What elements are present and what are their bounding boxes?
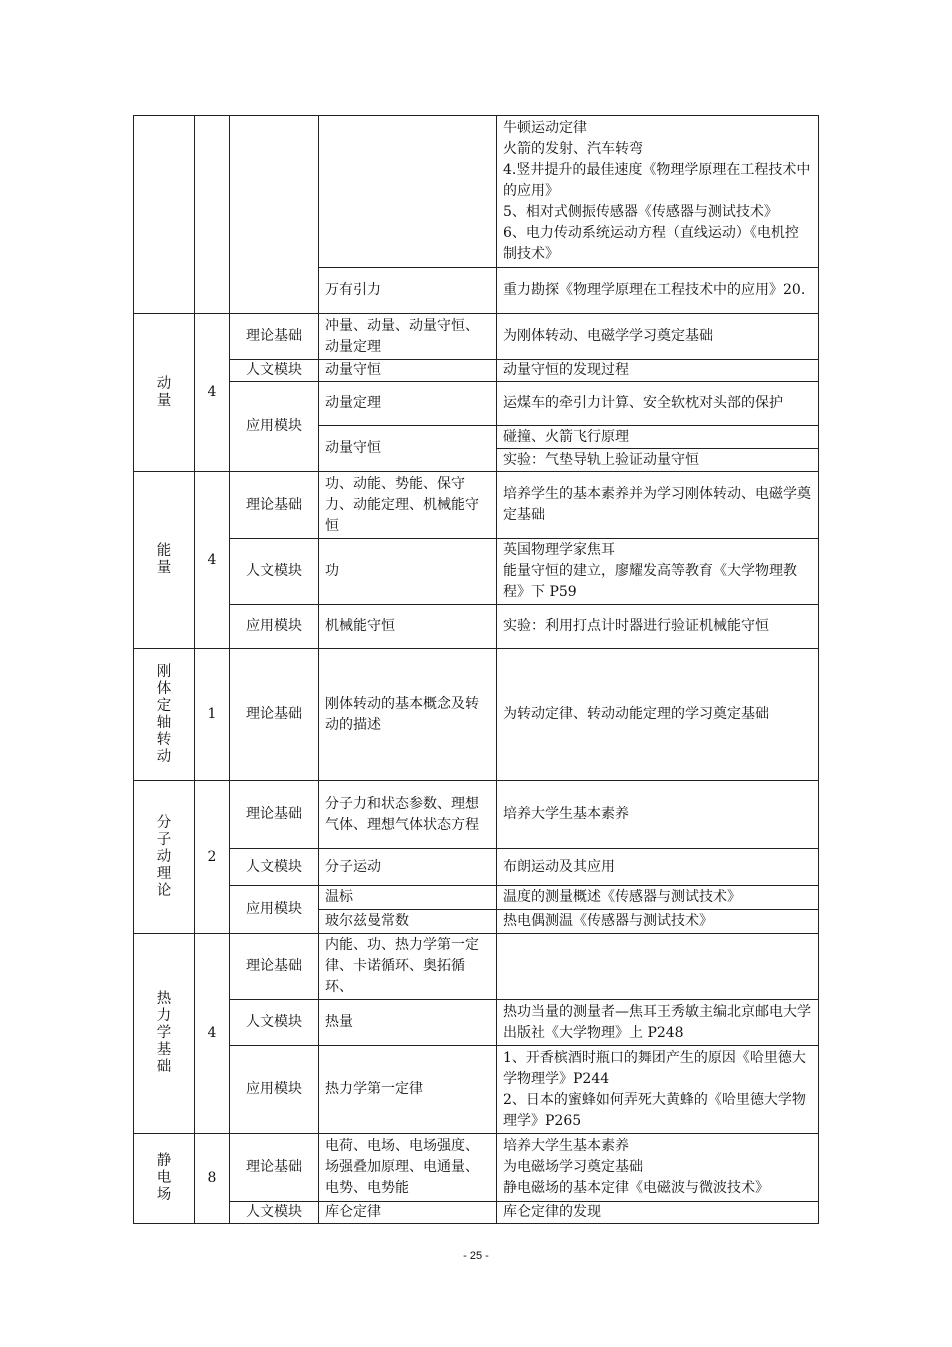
chapter-cell: [134, 649, 195, 781]
chapter-title: 能量: [156, 543, 172, 576]
topic-cell: 动量守恒: [319, 426, 497, 472]
content-cell: [497, 934, 819, 1000]
topic-cell: 刚体转动的基本概念及转动的描述: [319, 649, 497, 781]
module-cell: 理论基础: [230, 934, 319, 1000]
chapter-cell: [134, 472, 195, 649]
module-cell: 人文模块: [230, 849, 319, 886]
module-cell: 人文模块: [230, 1202, 319, 1224]
topic-cell: [319, 116, 497, 268]
table-row: [134, 934, 819, 1000]
topic-cell: 内能、功、热力学第一定律、卡诺循环、奥拓循环、: [319, 934, 497, 1000]
content-cell: 为转动定律、转动动能定理的学习奠定基础: [497, 649, 819, 781]
chapter-title: 静电场: [156, 1153, 172, 1203]
module-cell: 理论基础: [230, 472, 319, 539]
table-row: [134, 781, 819, 849]
table-row: [134, 1000, 819, 1046]
module-cell: 理论基础: [230, 314, 319, 360]
content-cell: 1、开香槟酒时瓶口的舞团产生的原因《哈里德大学物理学》P244 2、日本的蜜蜂如何弄死大黄蜂的《哈里德大学物理学》P265: [497, 1046, 819, 1134]
content-cell: 布朗运动及其应用: [497, 849, 819, 886]
topic-cell: 冲量、动量、动量守恒、动量定理: [319, 314, 497, 360]
table-row: [134, 539, 819, 605]
hours-cell: 4: [195, 314, 230, 472]
topic-cell: 机械能守恒: [319, 605, 497, 649]
table-row: [134, 360, 819, 382]
hours-cell: [195, 116, 230, 314]
table-row: [134, 1202, 819, 1224]
topic-cell: 分子运动: [319, 849, 497, 886]
table-row: [134, 382, 819, 426]
module-cell: 理论基础: [230, 649, 319, 781]
module-cell: 人文模块: [230, 360, 319, 382]
content-cell: 培养大学生基本素养 为电磁场学习奠定基础 静电磁场的基本定律《电磁波与微波技术》: [497, 1134, 819, 1202]
topic-cell: 动量定理: [319, 382, 497, 426]
content-cell: 重力勘探《物理学原理在工程技术中的应用》20.: [497, 268, 819, 314]
module-cell: 理论基础: [230, 1134, 319, 1202]
table-row: [134, 1046, 819, 1134]
content-cell: 牛顿运动定律 火箭的发射、汽车转弯 4.竖井提升的最佳速度《物理学原理在工程技术中的应用》 5、相对式侧振传感器《传感器与测试技术》 6、电力传动系统运动方程（直线运动）《电机控制技术》: [497, 116, 819, 268]
content-cell: 动量守恒的发现过程: [497, 360, 819, 382]
topic-cell: 分子力和状态参数、理想气体、理想气体状态方程: [319, 781, 497, 849]
table-row: [134, 649, 819, 781]
page-number: - 25 -: [463, 1250, 489, 1262]
content-cell: 英国物理学家焦耳 能量守恒的建立，廖耀发高等教育《大学物理教程》下 P59: [497, 539, 819, 605]
content-cell: 培养大学生基本素养: [497, 781, 819, 849]
module-cell: 人文模块: [230, 539, 319, 605]
hours-cell: 4: [195, 472, 230, 649]
table-row: [134, 1134, 819, 1202]
module-cell: 人文模块: [230, 1000, 319, 1046]
content-cell: 碰撞、火箭飞行原理: [497, 426, 819, 449]
hours-cell: 4: [195, 934, 230, 1134]
chapter-cell: [134, 1134, 195, 1224]
module-cell: 应用模块: [230, 605, 319, 649]
module-cell: 应用模块: [230, 1046, 319, 1134]
chapter-title: 分子动理论: [156, 814, 172, 899]
chapter-cell: [134, 314, 195, 472]
module-cell: 应用模块: [230, 886, 319, 934]
content-cell: 热电偶测温《传感器与测试技术》: [497, 910, 819, 934]
curriculum-table: [133, 115, 819, 1224]
content-cell: 库仑定律的发现: [497, 1202, 819, 1224]
table-row: [134, 605, 819, 649]
table-row: [134, 116, 819, 268]
table-row: [134, 472, 819, 539]
hours-cell: 1: [195, 649, 230, 781]
chapter-title: 热力学基础: [156, 991, 172, 1075]
content-cell: 温度的测量概述《传感器与测试技术》: [497, 886, 819, 910]
table-row: [134, 886, 819, 910]
topic-cell: 热量: [319, 1000, 497, 1046]
module-cell: [230, 116, 319, 314]
topic-cell: 功: [319, 539, 497, 605]
topic-cell: 动量守恒: [319, 360, 497, 382]
module-cell: 应用模块: [230, 382, 319, 472]
content-cell: 运煤车的牵引力计算、安全软枕对头部的保护: [497, 382, 819, 426]
chapter-title: 动量: [156, 375, 172, 409]
content-cell: 实验：利用打点计时器进行验证机械能守恒: [497, 605, 819, 649]
chapter-cell: [134, 781, 195, 934]
content-cell: 实验：气垫导轨上验证动量守恒: [497, 449, 819, 472]
topic-cell: 库仑定律: [319, 1202, 497, 1224]
hours-cell: 8: [195, 1134, 230, 1224]
module-cell: 理论基础: [230, 781, 319, 849]
table-row: [134, 849, 819, 886]
topic-cell: 万有引力: [319, 268, 497, 314]
chapter-cell: [134, 934, 195, 1134]
chapter-title: 刚体定轴转动: [156, 663, 172, 765]
content-cell: 热功当量的测量者—焦耳王秀敏主编北京邮电大学出版社《大学物理》上 P248: [497, 1000, 819, 1046]
chapter-cell: [134, 116, 195, 314]
content-cell: 为刚体转动、电磁学学习奠定基础: [497, 314, 819, 360]
topic-cell: 热力学第一定律: [319, 1046, 497, 1134]
topic-cell: 温标: [319, 886, 497, 910]
content-cell: 培养学生的基本素养并为学习刚体转动、电磁学奠定基础: [497, 472, 819, 539]
topic-cell: 功、动能、势能、保守力、动能定理、机械能守恒: [319, 472, 497, 539]
hours-cell: 2: [195, 781, 230, 934]
table-row: [134, 314, 819, 360]
topic-cell: 玻尔兹曼常数: [319, 910, 497, 934]
topic-cell: 电荷、电场、电场强度、场强叠加原理、电通量、电势、电势能: [319, 1134, 497, 1202]
